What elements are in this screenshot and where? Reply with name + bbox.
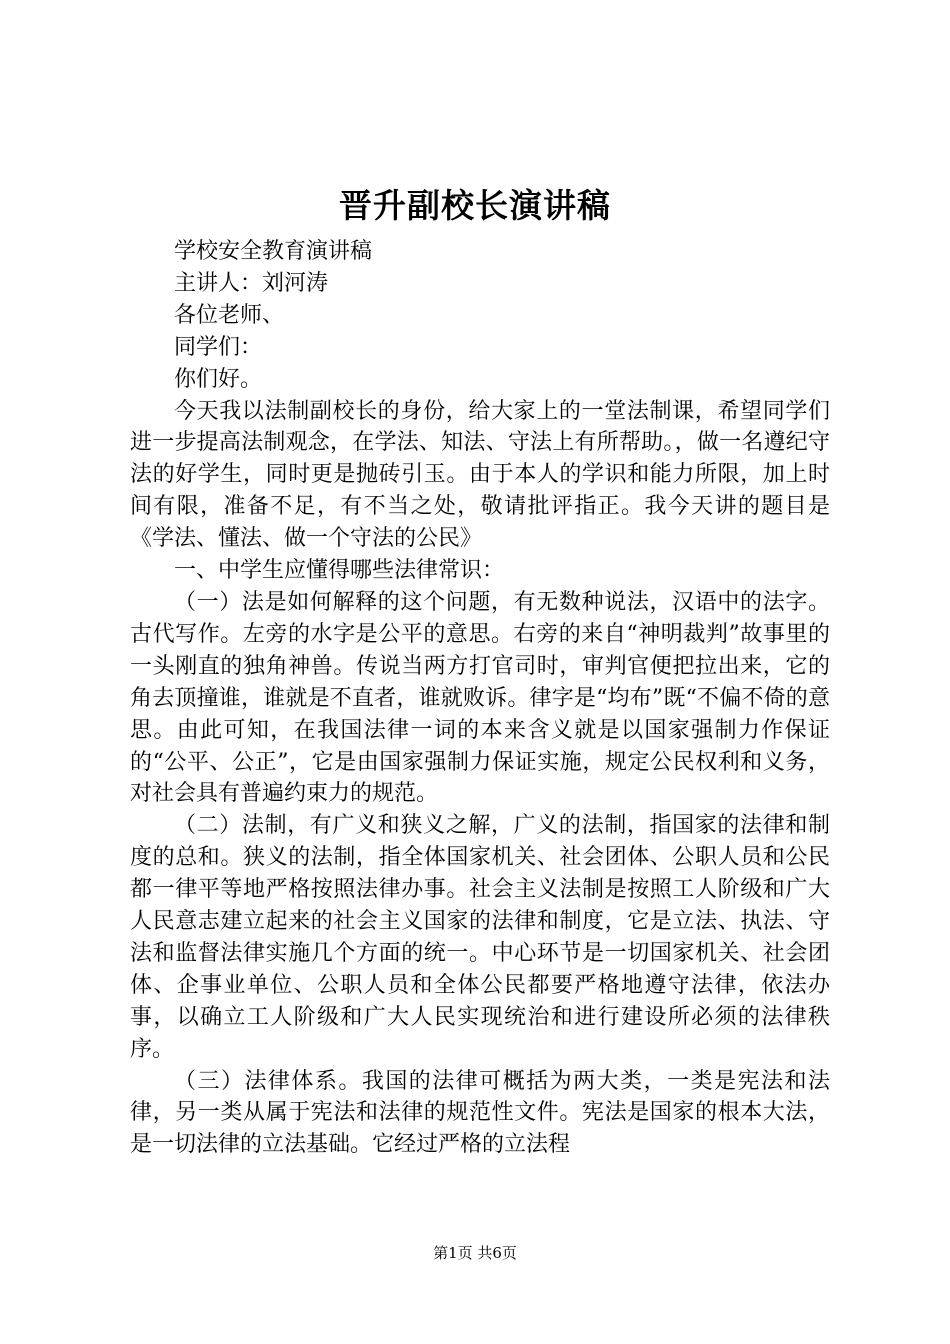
- document-body: [130, 236, 830, 1161]
- document-title: 晋升副校长演讲稿: [339, 186, 611, 225]
- section-heading: 一、中学生应懂得哪些法律常识：: [174, 558, 505, 584]
- paragraph-section-3: （三）法律体系。我国的法律可概括为两大类，一类是宪法和法律，另一类从属于宪法和法律的规范性文件。宪法是国家的根本大法，是一切法律的立法基础。它经过严格的立法程: [130, 1068, 830, 1158]
- paragraph-subtitle: 学校安全教育演讲稿: [174, 239, 373, 264]
- paragraph-greeting-students: 同学们：: [174, 334, 263, 360]
- paragraph-section-1: （一）法是如何解释的这个问题，有无数种说法，汉语中的法字。古代写作。左旁的水字是公平的意思。右旁的来自“神明裁判”故事里的一头刚直的独角神兽。传说当两方打官司时，审判官便把拉出来，它的角去顶撞谁，谁就是不直者，谁就败诉。律字是“均布”既“不偏不倚的意思。由此可知，在我国法律一词的本来含义就是以国家强制力作保证的“公平、公正”，它是由国家强制力保证实施，规定公民权利和义务，对社会具有普遍约束力的规范。: [130, 589, 830, 807]
- page-number-footer: 第1页 共6页: [433, 1244, 517, 1262]
- paragraph-intro: 今天我以法制副校长的身份，给大家上的一堂法制课，希望同学们进一步提高法制观念，在学法、知法、守法上有所帮助。，做一名遵纪守法的好学生，同时更是抛砖引玉。由于本人的学识和能力所限，加上时间有限，准备不足，有不当之处，敬请批评指正。我今天讲的题目是《学法、懂法、做一个守法的公民》: [130, 398, 830, 552]
- paragraph-hello: 你们好。: [174, 366, 263, 392]
- paragraph-greeting-teachers: 各位老师、: [174, 302, 285, 328]
- paragraph-speaker: 主讲人：刘河涛: [174, 270, 329, 296]
- paragraph-section-2: （二）法制，有广义和狭义之解，广义的法制，指国家的法律和制度的总和。狭义的法制，指全体国家机关、社会团体、公职人员和公民都一律平等地严格按照法律办事。社会主义法制是按照工人阶级和广大人民意志建立起来的社会主义国家的法律和制度，它是立法、执法、守法和监督法律实施几个方面的统一。中心环节是一切国家机关、社会团体、企事业单位、公职人员和全体公民都要严格地遵守法律，依法办事，以确立工人阶级和广大人民实现统治和进行建设所必须的法律秩序。: [130, 813, 830, 1062]
